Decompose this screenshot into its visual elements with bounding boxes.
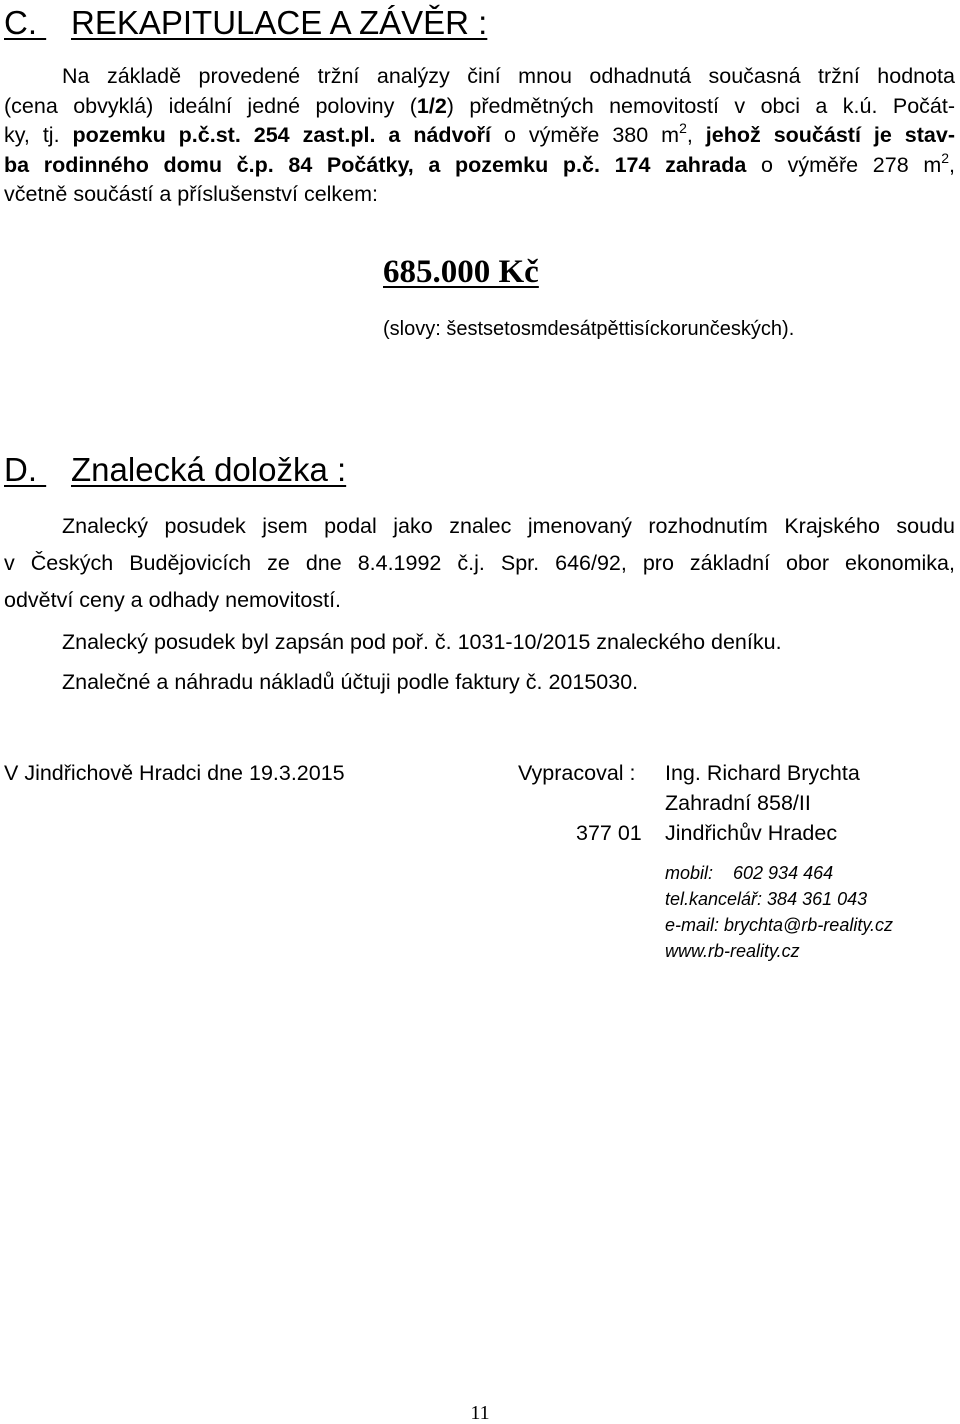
superscript: 2 [941, 149, 950, 166]
summary-line-2 [4, 92, 955, 122]
summary-line-5 [4, 180, 955, 210]
heading-gap [37, 450, 71, 490]
contact-website: www.rb-reality.cz [665, 941, 800, 961]
summary-building: jehož součástí je stav- [705, 123, 955, 147]
summary-text: o výměře 380 m [491, 123, 680, 147]
summary-text: , [686, 123, 706, 147]
summary-share: 1/2 [416, 93, 447, 118]
price-amount: 685.000 Kč [383, 254, 539, 290]
author-zip: 377 01 [576, 821, 642, 845]
price-in-words: (slovy: šestsetosmdesátpěttisíckorunčeských). [383, 318, 795, 340]
place-and-date: V Jindřichově Hradci dne 19.3.2015 [4, 761, 345, 785]
summary-text: včetně součástí a příslušenství celkem: [4, 182, 379, 206]
clause-line-2: v Českých Budějovicích ze dne 8.4.1992 č.j. Spr. 646/92, pro základní obor ekonomika, [4, 551, 955, 575]
mobile-number: 602 934 464 [733, 863, 834, 883]
page-number: 11 [470, 1402, 490, 1424]
summary-house-garden: ba rodinného domu č.p. 84 Počátky, a pozemku p.č. 174 zahrada [4, 152, 747, 177]
contact-email: e-mail: brychta@rb-reality.cz [665, 915, 893, 935]
author-street: Zahradní 858/II [665, 791, 811, 815]
summary-paragraph [4, 62, 955, 210]
contact-office-phone: tel.kancelář: 384 361 043 [665, 889, 868, 909]
summary-text: (cena obvyklá) ideální jedné poloviny ( [4, 93, 417, 118]
heading-gap [37, 4, 71, 42]
superscript: 2 [679, 120, 687, 136]
summary-land-plot: pozemku p.č.st. 254 zast.pl. a nádvoří [72, 123, 491, 147]
summary-text: , [949, 152, 956, 177]
summary-line-1 [4, 62, 955, 92]
mobile-label: mobil: [665, 863, 714, 883]
summary-text: ky, tj. [4, 123, 73, 147]
clause-line-1: Znalecký posudek jsem podal jako znalec jmenovaný rozhodnutím Krajského soudu [62, 514, 955, 538]
prepared-by-label: Vypracoval : [518, 761, 636, 785]
summary-line-4 [4, 151, 955, 181]
clause-line-3: odvětví ceny a odhady nemovitostí. [4, 588, 342, 612]
section-d-letter: D. [4, 451, 37, 488]
author-name: Ing. Richard Brychta [665, 761, 860, 785]
summary-text: o výměře 278 m [746, 152, 942, 177]
expert-clause-paragraph [4, 508, 955, 619]
summary-text: Na základě provedené tržní analýzy činí mnou odhadnutá současná tržní hodnota [62, 64, 955, 88]
contact-mobile [665, 861, 833, 885]
section-d-heading [4, 450, 346, 490]
clause-register-entry: Znalecký posudek byl zapsán pod poř. č. 1031-10/2015 znaleckého deníku. [62, 630, 782, 654]
summary-line-3 [4, 121, 955, 151]
section-c-title: REKAPITULACE A ZÁVĚR : [71, 4, 488, 41]
summary-text: ) předmětných nemovitostí v obci a k.ú. Počát- [446, 93, 955, 118]
section-d-title: Znalecká doložka : [71, 451, 347, 488]
section-c-heading [4, 4, 487, 42]
clause-invoice: Znalečné a náhradu nákladů účtuji podle faktury č. 2015030. [62, 670, 639, 694]
section-c-letter: C. [4, 4, 37, 41]
author-city: Jindřichův Hradec [665, 821, 838, 845]
